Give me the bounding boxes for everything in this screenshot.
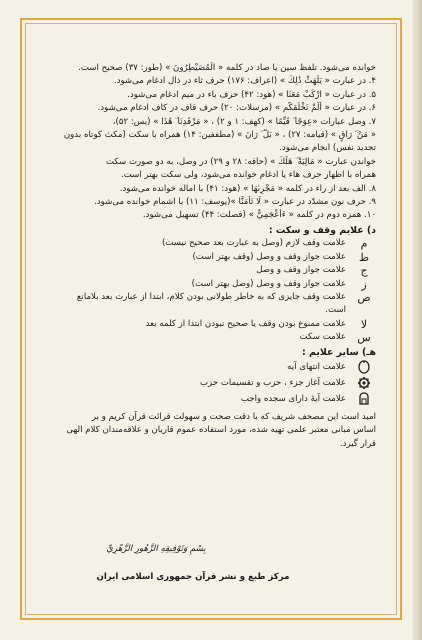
mark-description: علامت آیهٔ دارای سجده واجب bbox=[240, 393, 346, 404]
rule-symbol: ط bbox=[358, 250, 370, 264]
rub-el-hizb-icon bbox=[356, 375, 372, 391]
rule-description: علامت جواز وقف و وصل (وصل بهتر است) bbox=[191, 278, 346, 289]
rule-item bbox=[40, 331, 372, 344]
rule-symbol: ز bbox=[361, 277, 367, 291]
rule-description: علامت ممنوع بودن وقف یا صحیح نبودن ابتدا از کلمه بعد bbox=[145, 318, 346, 329]
rule-symbol: ج bbox=[360, 264, 368, 278]
text-line: قرار گیرد. bbox=[339, 438, 376, 449]
text-line: ۸. الف بعد از راء در کلمه « مَجْرِىٰهَا » (هود: ۴۱) با اماله خوانده می‌شود. bbox=[119, 183, 376, 194]
text-line: ۷. وصل عبارات «عِوَجًا ۜ قَيِّمًا » (کهف: ۱ و ۲) ، « مَرْقَدِنَا ۜ هَٰذَا » (یس: ۵۲)، bbox=[112, 116, 376, 127]
rule-description bbox=[40, 291, 346, 318]
rule-description: علامت جواز وقف و وصل bbox=[256, 265, 346, 276]
text-line: امید است این مصحف شریف که با دقت صحت و سهولت قرائت قرآن کریم و بر bbox=[91, 411, 376, 422]
section-h-title: هـ) سایر علایم : bbox=[301, 346, 376, 358]
rule-description: علامت جواز وقف و وصل (وقف بهتر است) bbox=[192, 251, 346, 262]
text-line: خواندن عبارت « مَالِيَهْ ۜ هَلَكَ » (حاقه: ۲۸ و ۲۹) در وصل، به دو صورت سکت bbox=[105, 156, 376, 167]
page-content bbox=[40, 62, 376, 451]
text-line: خوانده می‌شود. تلفظ سین یا صاد در کلمه « الْمُصَيْطِرُونَ » (طور: ۳۷) صحیح است. bbox=[78, 63, 376, 73]
mark-description: علامت آغاز جزء ، حزب و تقسیمات حزب bbox=[199, 377, 346, 388]
other-marks-list bbox=[40, 359, 372, 407]
rule-description: علامت وقف لازم (وصل به عبارت بعد صحیح نیست) bbox=[161, 238, 346, 249]
rule-symbol: م bbox=[360, 237, 368, 251]
rule-description-line: است. bbox=[325, 305, 346, 316]
rule-symbol: ص bbox=[357, 290, 371, 304]
rule-item bbox=[40, 237, 372, 250]
rule-item bbox=[40, 278, 372, 291]
text-line: اساس مبانی معتبر علمی تهیه شده، مورد استفاده عموم قاریان و علاقه‌مندان کلام الهی bbox=[66, 425, 376, 436]
text-line: ۴. در عبارت « يَلْهَثْ ذَٰلِكَ » (اعراف: ۱۷۶) حرف ثاء در ذال ادغام می‌شود. bbox=[113, 76, 376, 87]
closing-paragraph bbox=[40, 411, 376, 451]
rule-description-line: علامت وقف جایزی که به خاطر طولانی بودن کلام، ابتدا از عبارت بعد بلامانع bbox=[76, 291, 346, 302]
rule-item bbox=[40, 291, 372, 318]
rule-item bbox=[40, 318, 372, 331]
mark-item bbox=[40, 375, 372, 391]
text-line: ۱۰. همزه دوم در کلمه « ءَأَعْجَمِيٌّ » (فصلت: ۴۴) تسهیل می‌شود. bbox=[142, 210, 376, 221]
page-edge bbox=[412, 0, 422, 640]
ayah-end-icon bbox=[356, 359, 372, 375]
text-line: « مَنْ ۜ رَاقٍ » (قیامه: ۲۷) ، « بَلْ ۜ رَانَ » (مطففین: ۱۴) همراه با سکت (مکث کوتاه بدون bbox=[63, 130, 376, 141]
section-d-title: د) علایم وقف و سکت : bbox=[268, 224, 376, 236]
rule-item bbox=[40, 264, 372, 277]
publisher-line: مرکز طبع و نشر قرآن جمهوری اسلامی ایران bbox=[96, 572, 290, 582]
text-line: ۶. در عبارت « أَلَمْ نَخْلُقكُّم » (مرسلات: ۲۰) حرف قاف در کاف ادغام می‌شود. bbox=[97, 103, 376, 114]
rule-description: علامت سکت bbox=[299, 332, 346, 343]
text-line: ۹. حرف نون مشدّد در عبارت « لَا تَأْمَنَّا »(یوسف: ۱۱) با اشمام خوانده می‌شود. bbox=[94, 197, 376, 208]
mark-description: علامت انتهای آیه bbox=[287, 361, 346, 372]
rule-symbol: س bbox=[357, 331, 371, 345]
calligraphy-signature: بِسْمِ وَتَوْفِيقِهِ الزَّهُورِ الزَّهْرِيِّ bbox=[106, 544, 206, 554]
mark-item bbox=[40, 359, 372, 375]
sajdah-icon bbox=[356, 391, 372, 407]
text-line: همراه با اظهار حرف هاء یا ادغام خوانده می‌شود، ولی سکت بهتر است. bbox=[120, 170, 376, 181]
rule-symbol: لا bbox=[360, 317, 368, 331]
mark-item bbox=[40, 391, 372, 407]
text-line: ۵. در عبارت « ارْكَبْ مَعَنَا » (هود: ۴۲) حرف باء در میم ادغام می‌شود. bbox=[127, 89, 376, 100]
text-line: تجدید نفس) انجام می‌شود. bbox=[279, 143, 376, 154]
top-paragraph bbox=[40, 62, 376, 223]
waqf-rules-list bbox=[40, 237, 372, 344]
rule-item bbox=[40, 251, 372, 264]
